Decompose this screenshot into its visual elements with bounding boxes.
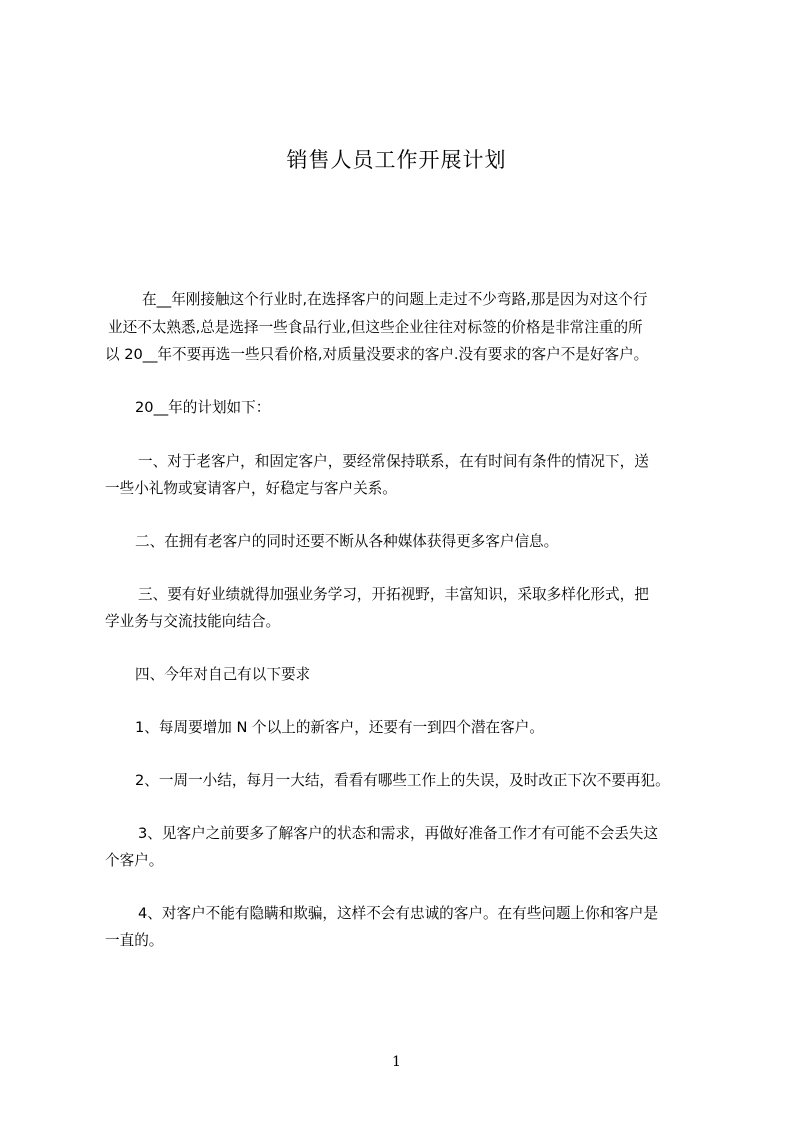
- paragraph-line: 业还不太熟悉,总是选择一些食品行业,但这些企业往往对标签的价格是非常注重的所: [108, 319, 643, 336]
- paragraph-line: 一些小礼物或宴请客户，好稳定与客户关系。: [105, 480, 397, 497]
- paragraph-line: 3、见客户之前要多了解客户的状态和需求，再做好准备工作才有可能不会丢失这: [138, 825, 659, 842]
- paragraph-line: 一直的。: [105, 932, 164, 949]
- paragraph-line: 以 20__年不要再选一些只看价格,对质量没要求的客户.没有要求的客户不是好客户。: [105, 346, 649, 363]
- paragraph-line: 在__年刚接触这个行业时,在选择客户的问题上走过不少弯路,那是因为对这个行: [142, 291, 648, 308]
- paragraph-line: 4、对客户不能有隐瞒和欺骗，这样不会有忠诚的客户。在有些问题上你和客户是: [138, 905, 659, 922]
- paragraph-line: 四、今年对自己有以下要求: [135, 666, 311, 683]
- paragraph-line: 学业务与交流技能向结合。: [105, 613, 281, 630]
- paragraph-line: 1、每周要增加 N 个以上的新客户，还要有一到四个潜在客户。: [135, 719, 544, 736]
- paragraph-line: 二、在拥有老客户的同时还要不断从各种媒体获得更多客户信息。: [135, 533, 559, 550]
- page-number: 1: [392, 1054, 401, 1070]
- paragraph-line: 个客户。: [105, 852, 164, 869]
- paragraph-line: 一、对于老客户，和固定客户，要经常保持联系，在有时间有条件的情况下，送: [138, 453, 649, 470]
- paragraph-line: 2、一周一小结，每月一大结，看看有哪些工作上的失误，及时改正下次不要再犯。: [135, 772, 670, 789]
- document-title: 销售人员工作开展计划: [286, 148, 507, 172]
- paragraph-line: 三、要有好业绩就得加强业务学习，开拓视野，丰富知识，采取多样化形式，把: [138, 586, 649, 603]
- paragraph-line: 20__年的计划如下：: [135, 399, 271, 416]
